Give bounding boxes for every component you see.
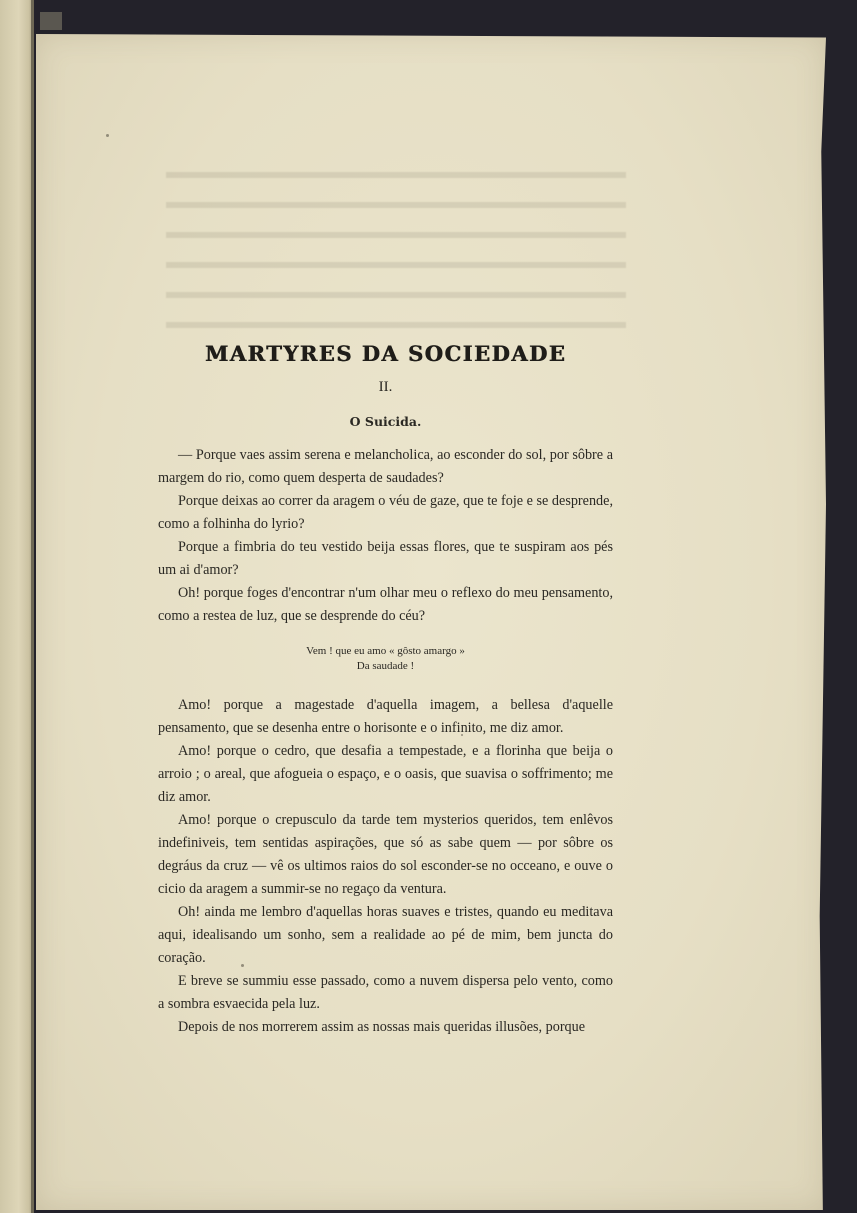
paragraph: Oh! ainda me lembro d'aquellas horas suaves e tristes, quando eu meditava aqui, idealisando um sonho, sem a realidade ao pé de mim, bem juncta do coração.: [158, 904, 613, 966]
page-corner-tab: [40, 12, 62, 30]
verse-line: Da saudade !: [356, 660, 415, 672]
page-title: MARTYRES DA SOCIEDADE: [204, 341, 567, 366]
paper-speck: [106, 134, 109, 137]
verse-quote: [158, 644, 613, 674]
page-text: [158, 330, 613, 1039]
paragraph: Oh! porque foges d'encontrar n'um olhar meu o reflexo do meu pensamento, como a restea de luz, que se desprende do céu?: [158, 585, 613, 624]
paragraph: — Porque vaes assim serena e melancholica, ao esconder do sol, por sôbre a margem do rio, como quem desperta de saudades?: [158, 447, 613, 486]
paragraph: Porque a fimbria do teu vestido beija essas flores, que te suspiram aos pés um ai d'amor?: [158, 539, 613, 578]
paragraph: Amo! porque o crepusculo da tarde tem mysterios queridos, tem enlêvos indefiniveis, tem sentidas aspirações, que só as sabe quem — por sôbre os degráus da cruz — vê os ultimos raios do sol esconder-se no occeano, e ouve o cicio da aragem a summir-se no regaço da ventura.: [158, 812, 613, 897]
verse-line: Vem ! que eu amo « gôsto amargo »: [306, 645, 465, 657]
paragraph: Amo! porque a magestade d'aquella imagem, a bellesa d'aquelle pensamento, que se desenha entre o horisonte e o infinito, me diz amor.: [158, 697, 613, 736]
facing-page-edge: [0, 0, 34, 1213]
show-through-texture: [166, 164, 626, 344]
paragraph: Amo! porque o cedro, que desafia a tempestade, e a florinha que beija o arroio ; o areal, que afogueia o espaço, e o oasis, que suavisa o soffrimento; me diz amor.: [158, 743, 613, 805]
paragraph: Porque deixas ao correr da aragem o véu de gaze, que te foje e se desprende, como a folhinha do lyrio?: [158, 493, 613, 532]
paragraph: Depois de nos morrerem assim as nossas mais queridas illusões, porque: [178, 1019, 586, 1035]
chapter-subtitle: O Suicida.: [349, 414, 422, 429]
chapter-number: II.: [378, 379, 393, 395]
paragraph: E breve se summiu esse passado, como a nuvem dispersa pelo vento, como a sombra esvaecida pela luz.: [158, 973, 613, 1012]
